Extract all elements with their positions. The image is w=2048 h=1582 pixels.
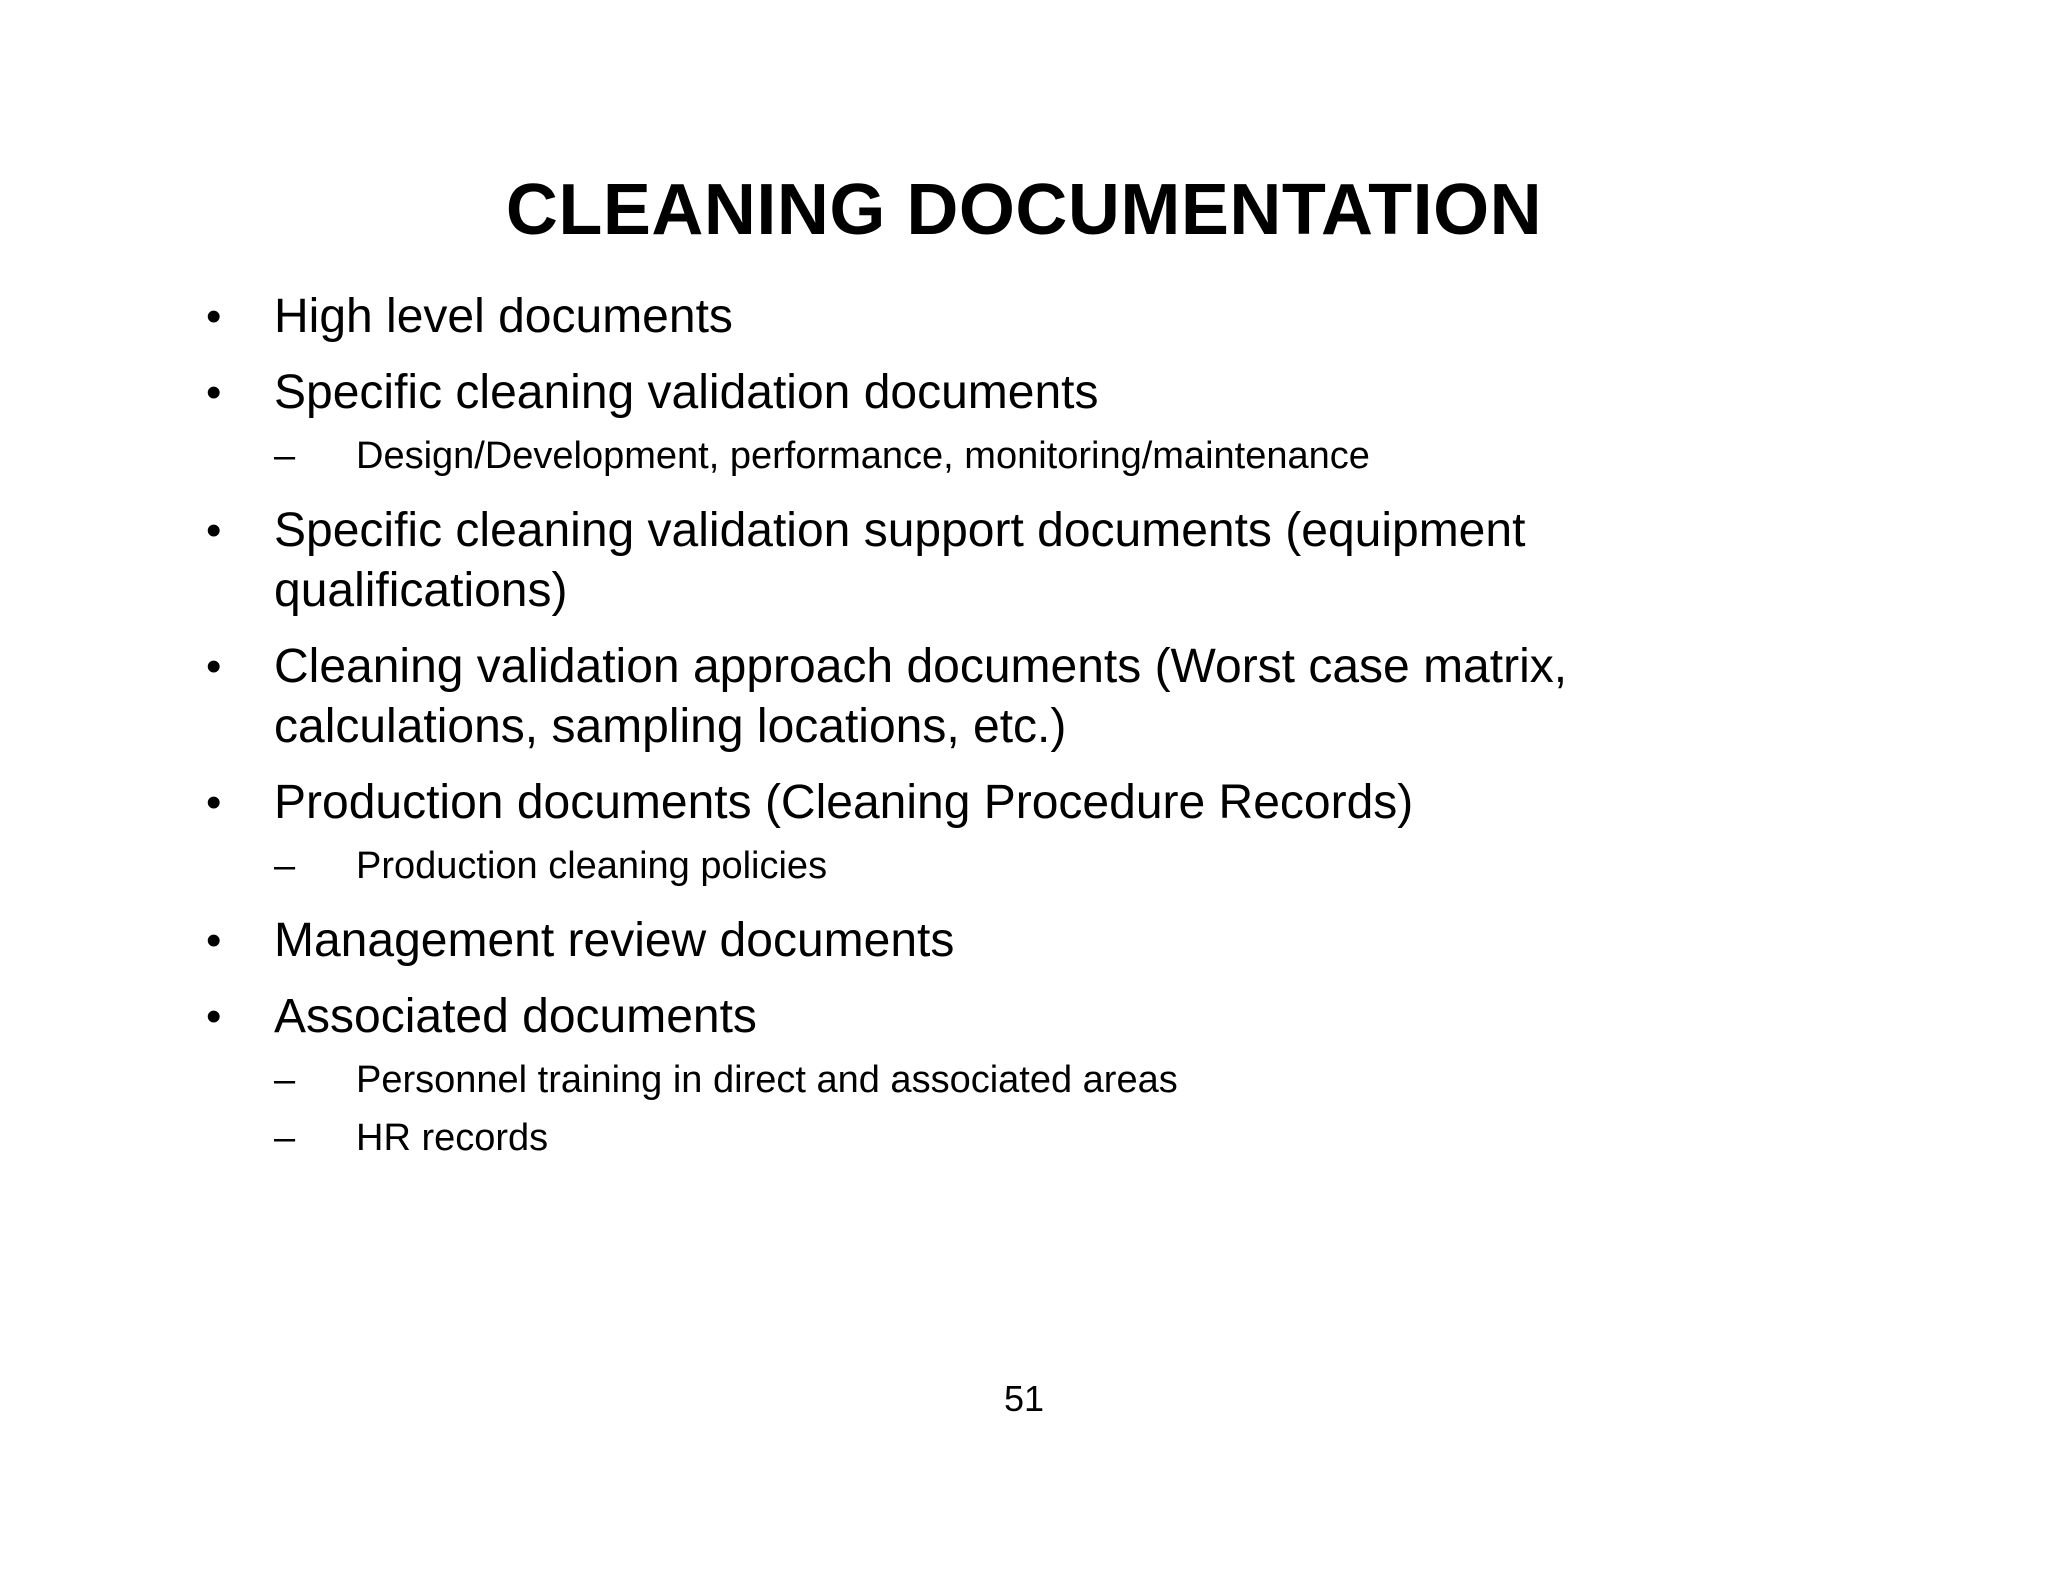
- bullet-list: [206, 287, 1806, 1183]
- sub-text: Production cleaning policies: [356, 845, 828, 887]
- bullet-item: [206, 987, 1806, 1047]
- sub-list: [274, 427, 1806, 485]
- bullet-text: Production documents (Cleaning Procedure Records): [274, 776, 1414, 829]
- bullet-mark: •: [206, 642, 222, 691]
- bullet-item: [206, 287, 1806, 347]
- sub-text: HR records: [356, 1117, 549, 1159]
- sub-list: [274, 837, 1806, 895]
- bullet-item: [206, 501, 1806, 621]
- slide-title: CLEANING DOCUMENTATION: [505, 170, 1543, 250]
- sub-text: Personnel training in direct and associated areas: [356, 1059, 1178, 1101]
- sub-item: [274, 1109, 1806, 1167]
- sub-mark: –: [274, 1059, 296, 1101]
- bullet-item: [206, 773, 1806, 833]
- sub-mark: –: [274, 435, 296, 477]
- bullet-mark: •: [206, 506, 222, 555]
- sub-list-container: [206, 1051, 1806, 1167]
- bullet-item: [206, 637, 1806, 757]
- bullet-text: Cleaning validation approach documents (Worst case matrix, calculations, sampling locations, etc.): [274, 640, 1568, 753]
- sub-mark: –: [274, 1117, 296, 1159]
- sub-item: [274, 837, 1806, 895]
- page-number: 51: [1003, 1378, 1045, 1419]
- sub-list-container: [206, 837, 1806, 895]
- sub-mark: –: [274, 845, 296, 887]
- bullet-text: Specific cleaning validation support documents (equipment qualifications): [274, 504, 1526, 617]
- bullet-item: [206, 363, 1806, 423]
- bullet-text: High level documents: [274, 290, 733, 343]
- sub-item: [274, 1051, 1806, 1109]
- bullet-text: Management review documents: [274, 914, 955, 967]
- sub-list: [274, 1051, 1806, 1167]
- bullet-text: Specific cleaning validation documents: [274, 366, 1099, 419]
- sub-text: Design/Development, performance, monitoring/maintenance: [356, 435, 1370, 477]
- bullet-mark: •: [206, 992, 222, 1041]
- bullet-mark: •: [206, 292, 222, 341]
- sub-item: [274, 427, 1806, 485]
- sub-list-container: [206, 427, 1806, 485]
- bullet-mark: •: [206, 368, 222, 417]
- bullet-text: Associated documents: [274, 990, 757, 1043]
- bullet-mark: •: [206, 778, 222, 827]
- bullet-item: [206, 911, 1806, 971]
- bullet-mark: •: [206, 916, 222, 965]
